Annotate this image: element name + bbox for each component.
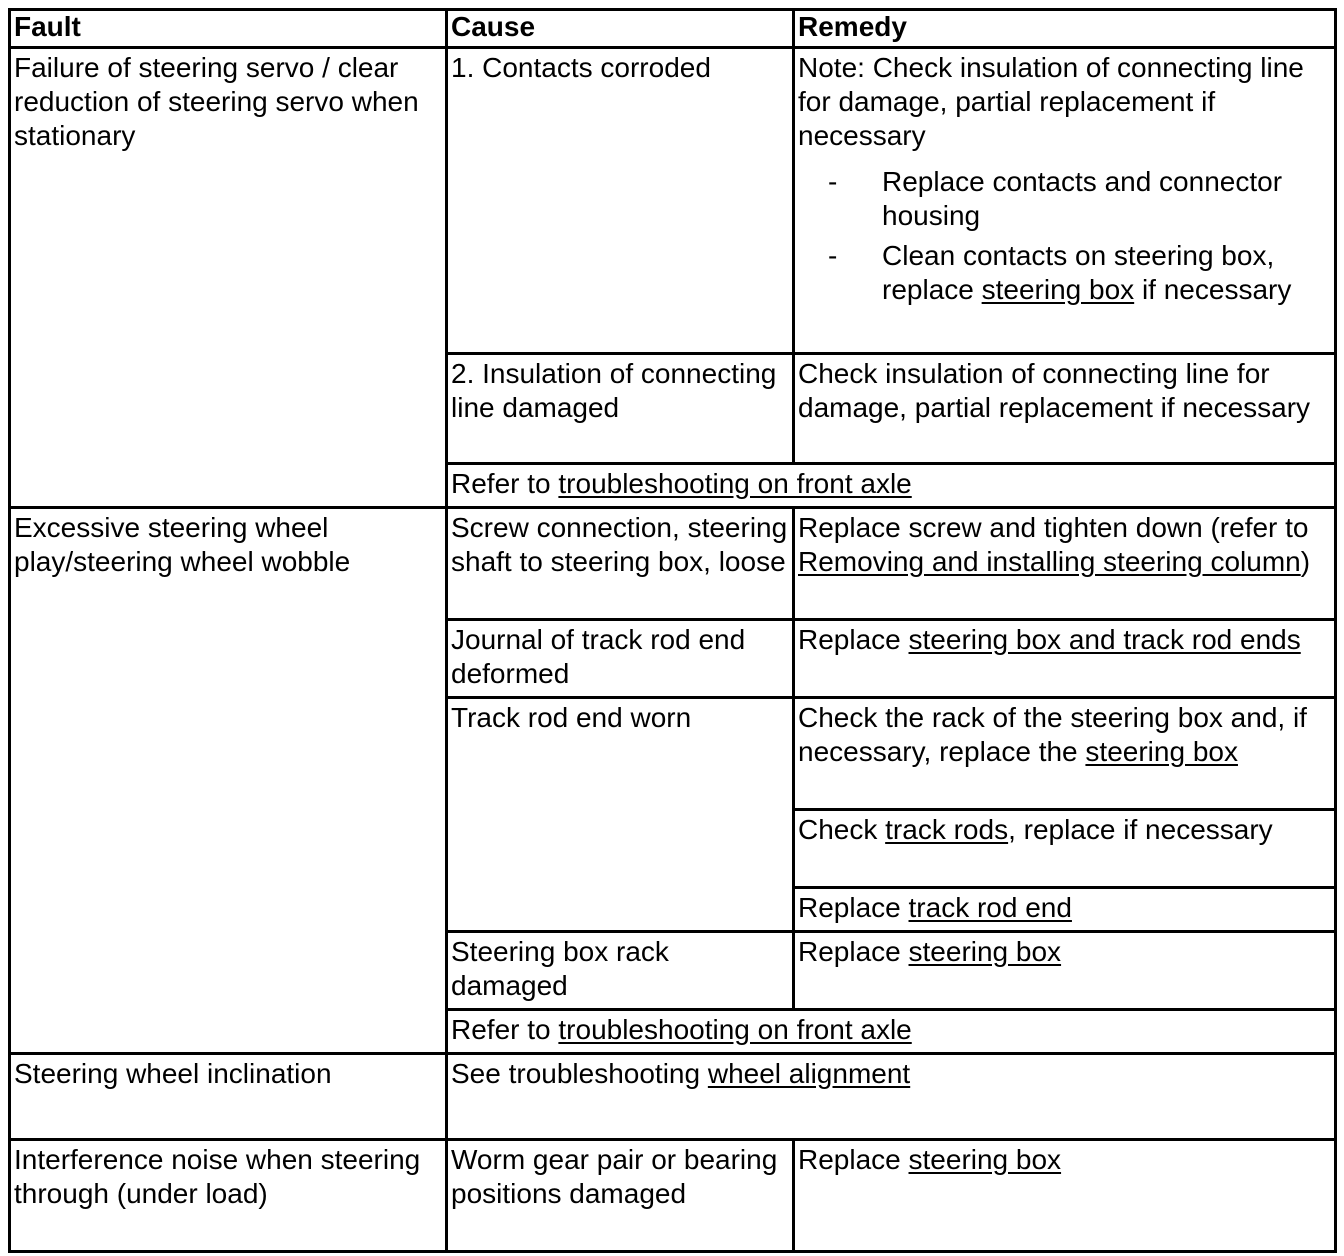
cause-cell [447,1140,794,1252]
track-rods-link[interactable]: track rods [885,814,1009,845]
remedy-cell [794,698,1336,810]
remedy-cell [794,810,1336,888]
fault-text: Failure of steering servo / clear reduction of steering servo when stationary [14,52,419,151]
remedy-cell [794,508,1336,620]
remedy-text: Check insulation of connecting line for damage, partial replacement if necessary [798,358,1311,423]
fault-cell [10,1054,447,1140]
refer-text: Refer to [451,1014,559,1045]
cause-cell [447,698,794,932]
cause-text: Worm gear pair or bearing positions damaged [451,1144,778,1209]
remedy-text: Check the rack of the steering box and, if necessary, replace the [798,702,1307,767]
steering-box-link[interactable]: steering box [1085,736,1238,767]
fault-text: Steering wheel inclination [14,1058,332,1089]
remedy-text: Check [798,814,886,845]
table-row [10,1140,1336,1252]
steering-box-track-rod-ends-link[interactable]: steering box and track rod ends [908,624,1301,655]
track-rod-end-link[interactable]: track rod end [908,892,1072,923]
cause-text: 1. Contacts corroded [451,52,711,83]
list-item [798,239,1331,307]
header-remedy: Remedy [794,10,1336,48]
remedy-text: Replace [798,1144,909,1175]
troubleshooting-page [8,8,1334,1248]
cause-text: Screw connection, steering shaft to steering box, loose [451,512,788,577]
refer-cell [447,1010,1336,1054]
remedy-cell [794,48,1336,354]
cause-text: 2. Insulation of connecting line damaged [451,358,777,423]
remedy-cell [794,620,1336,698]
troubleshooting-table [8,8,1337,1253]
dash-bullet: - [828,240,838,271]
cause-cell [447,354,794,464]
refer-cell [447,464,1336,508]
troubleshooting-front-axle-link[interactable]: troubleshooting on front axle [558,468,912,499]
wheel-alignment-link[interactable]: wheel alignment [707,1058,911,1089]
refer-text: See troubleshooting [451,1058,708,1089]
remedy-text: Replace [798,892,909,923]
table-row [10,508,1336,620]
troubleshooting-front-axle-link[interactable]: troubleshooting on front axle [558,1014,912,1045]
remedy-cell [794,932,1336,1010]
header-row [10,10,1336,48]
cause-text: Steering box rack damaged [451,936,669,1001]
list-item-text: Replace contacts and connector housing [882,166,1283,231]
list-item-text: if necessary [1134,274,1292,305]
fault-cell [10,508,447,1054]
table-row [10,48,1336,354]
remedy-note: Note: Check insulation of connecting line for damage, partial replacement if necessary [798,52,1304,151]
table-row [10,1054,1336,1140]
remedy-list [798,165,1331,307]
fault-text: Excessive steering wheel play/steering wheel wobble [14,512,351,577]
cause-cell [447,620,794,698]
cause-text: Journal of track rod end deformed [451,624,746,689]
cause-cell [447,48,794,354]
steering-box-link[interactable]: steering box [908,1144,1062,1175]
remedy-text: , replace if necessary [1008,814,1273,845]
dash-bullet: - [828,166,838,197]
refer-cell [447,1054,1336,1140]
header-fault: Fault [10,10,447,48]
remedy-cell [794,888,1336,932]
remedy-cell [794,1140,1336,1252]
header-cause: Cause [447,10,794,48]
fault-text: Interference noise when steering through (under load) [14,1144,421,1209]
fault-cell [10,1140,447,1252]
cause-cell [447,932,794,1010]
removing-installing-steering-column-link[interactable]: Removing and installing steering column [798,546,1301,577]
steering-box-link[interactable]: steering box [981,274,1135,305]
steering-box-link[interactable]: steering box [908,936,1062,967]
cause-text: Track rod end worn [451,702,692,733]
remedy-text: Replace [798,936,909,967]
remedy-text: Replace [798,624,909,655]
remedy-text: Replace screw and tighten down (refer to [798,512,1309,543]
cause-cell [447,508,794,620]
remedy-cell [794,354,1336,464]
remedy-text: ) [1300,546,1311,577]
list-item [798,165,1331,233]
list-item-text: Clean contacts on steering box, replace [882,240,1275,305]
refer-text: Refer to [451,468,559,499]
fault-cell [10,48,447,508]
